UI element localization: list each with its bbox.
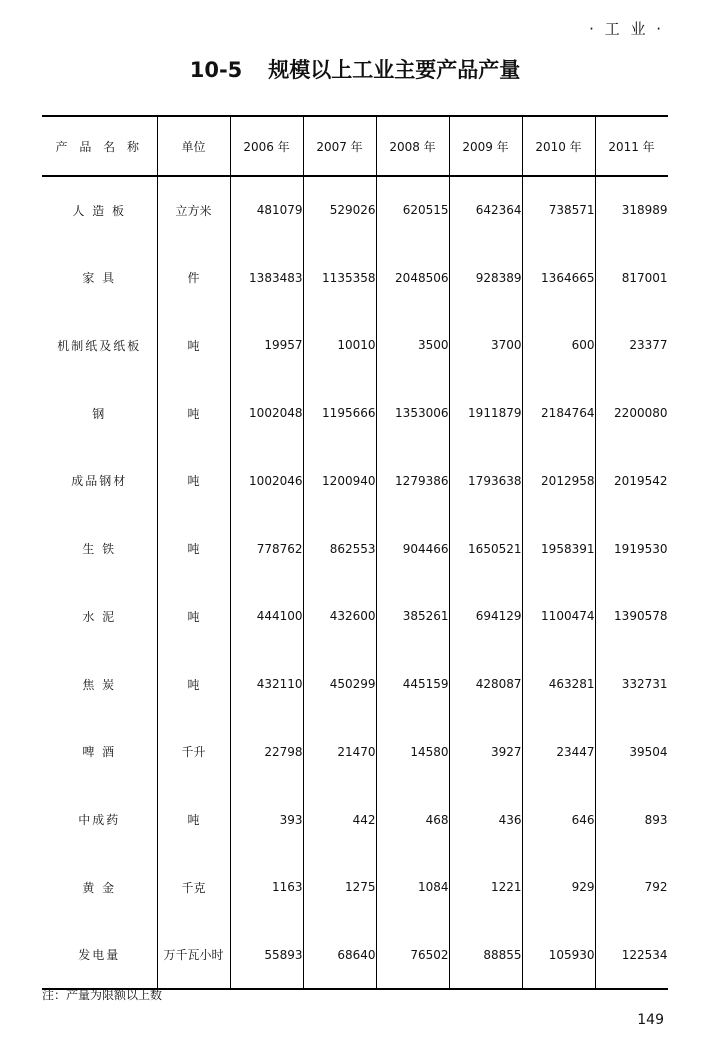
value-cell: 2184764 (522, 379, 595, 447)
value-cell: 385261 (376, 583, 449, 651)
product-name-cell: 黄 金 (42, 854, 157, 922)
value-cell: 817001 (621, 270, 668, 285)
page-title (0, 54, 710, 84)
value-cell: 893 (644, 812, 668, 827)
unit-cell: 吨 (157, 379, 230, 447)
value-cell: 2012958 (522, 447, 595, 515)
table-row (42, 379, 668, 447)
value-cell: 1958391 (522, 515, 595, 583)
unit-cell: 吨 (157, 583, 230, 651)
value-cell: 14580 (376, 718, 449, 786)
value-cell: 1353006 (376, 379, 449, 447)
value-cell: 3927 (449, 718, 522, 786)
table-row (42, 921, 668, 989)
product-name-cell: 机制纸及纸板 (42, 312, 157, 380)
value-cell: 2019542 (614, 473, 668, 488)
value-cell: 929 (522, 854, 595, 922)
table-row (42, 718, 668, 786)
unit-cell: 件 (157, 244, 230, 312)
value-cell: 23447 (522, 718, 595, 786)
footnote: 注：产量为限额以上数 (42, 988, 163, 1002)
header-year: 2008 年 (376, 116, 449, 176)
table-title: 规模以上工业主要产品产量 (268, 58, 521, 82)
value-cell: 432110 (230, 650, 303, 718)
unit-cell: 吨 (157, 786, 230, 854)
value-cell: 445159 (376, 650, 449, 718)
table-row (42, 854, 668, 922)
value-cell: 23377 (629, 338, 668, 353)
header-year: 2011 年 (595, 116, 668, 176)
table-row (42, 312, 668, 380)
value-cell: 792 (644, 880, 668, 895)
product-name-cell: 生 铁 (42, 515, 157, 583)
value-cell: 1135358 (303, 244, 376, 312)
unit-cell: 吨 (157, 515, 230, 583)
header-year: 2009 年 (449, 116, 522, 176)
value-cell: 1650521 (449, 515, 522, 583)
value-cell: 1383483 (230, 244, 303, 312)
value-cell: 2200080 (614, 406, 668, 421)
value-cell: 428087 (449, 650, 522, 718)
value-cell: 3700 (449, 312, 522, 380)
value-cell: 1364665 (522, 244, 595, 312)
section-tag: · 工 业 · (589, 20, 664, 38)
table-header-row (42, 116, 668, 176)
product-name-cell: 水 泥 (42, 583, 157, 651)
value-cell: 529026 (303, 176, 376, 244)
value-cell: 432600 (303, 583, 376, 651)
value-cell: 738571 (522, 176, 595, 244)
table-number: 10-5 (189, 58, 243, 82)
value-cell: 1911879 (449, 379, 522, 447)
table-row (42, 176, 668, 244)
table-row (42, 786, 668, 854)
value-cell: 1919530 (614, 541, 668, 556)
value-cell: 88855 (449, 921, 522, 989)
value-cell: 1084 (376, 854, 449, 922)
value-cell: 444100 (230, 583, 303, 651)
product-name-cell: 中成药 (42, 786, 157, 854)
header-year: 2010 年 (522, 116, 595, 176)
unit-cell: 吨 (157, 650, 230, 718)
value-cell: 904466 (376, 515, 449, 583)
value-cell: 646 (522, 786, 595, 854)
product-name-cell: 人 造 板 (42, 176, 157, 244)
value-cell: 19957 (230, 312, 303, 380)
value-cell: 10010 (303, 312, 376, 380)
value-cell: 318989 (621, 203, 668, 218)
value-cell: 1200940 (303, 447, 376, 515)
product-name-cell: 钢 (42, 379, 157, 447)
header-year: 2006 年 (230, 116, 303, 176)
value-cell: 1100474 (522, 583, 595, 651)
value-cell: 442 (303, 786, 376, 854)
value-cell: 600 (522, 312, 595, 380)
value-cell: 1793638 (449, 447, 522, 515)
value-cell: 468 (376, 786, 449, 854)
table-body (42, 176, 668, 989)
value-cell: 76502 (376, 921, 449, 989)
value-cell: 694129 (449, 583, 522, 651)
value-cell: 332731 (621, 677, 668, 692)
production-table (42, 115, 668, 990)
value-cell: 620515 (376, 176, 449, 244)
value-cell: 642364 (449, 176, 522, 244)
value-cell: 463281 (522, 650, 595, 718)
product-name-cell: 焦 炭 (42, 650, 157, 718)
value-cell: 862553 (303, 515, 376, 583)
value-cell: 68640 (303, 921, 376, 989)
value-cell: 1195666 (303, 379, 376, 447)
product-name-cell: 家 具 (42, 244, 157, 312)
value-cell: 21470 (303, 718, 376, 786)
unit-cell: 万千瓦小时 (157, 921, 230, 989)
value-cell: 450299 (303, 650, 376, 718)
value-cell: 1221 (449, 854, 522, 922)
unit-cell: 立方米 (157, 176, 230, 244)
value-cell: 1279386 (376, 447, 449, 515)
value-cell: 928389 (449, 244, 522, 312)
table-row (42, 447, 668, 515)
unit-cell: 千升 (157, 718, 230, 786)
product-name-cell: 成品钢材 (42, 447, 157, 515)
header-unit: 单位 (157, 116, 230, 176)
value-cell: 55893 (230, 921, 303, 989)
value-cell: 22798 (230, 718, 303, 786)
value-cell: 481079 (230, 176, 303, 244)
header-year: 2007 年 (303, 116, 376, 176)
value-cell: 105930 (522, 921, 595, 989)
value-cell: 1002048 (230, 379, 303, 447)
unit-cell: 吨 (157, 312, 230, 380)
value-cell: 122534 (595, 921, 668, 989)
page-number: 149 (637, 1012, 664, 1028)
value-cell: 1275 (303, 854, 376, 922)
value-cell: 3500 (376, 312, 449, 380)
table-row (42, 244, 668, 312)
value-cell: 2048506 (376, 244, 449, 312)
value-cell: 778762 (230, 515, 303, 583)
product-name-cell: 发电量 (42, 921, 157, 989)
unit-cell: 千克 (157, 854, 230, 922)
value-cell: 436 (449, 786, 522, 854)
value-cell: 1002046 (230, 447, 303, 515)
value-cell: 1163 (230, 854, 303, 922)
header-product-name: 产 品 名 称 (42, 116, 157, 176)
table-row (42, 583, 668, 651)
product-name-cell: 啤 酒 (42, 718, 157, 786)
value-cell: 1390578 (614, 609, 668, 624)
unit-cell: 吨 (157, 447, 230, 515)
value-cell: 39504 (629, 744, 668, 759)
table-row (42, 650, 668, 718)
table-row (42, 515, 668, 583)
value-cell: 393 (230, 786, 303, 854)
